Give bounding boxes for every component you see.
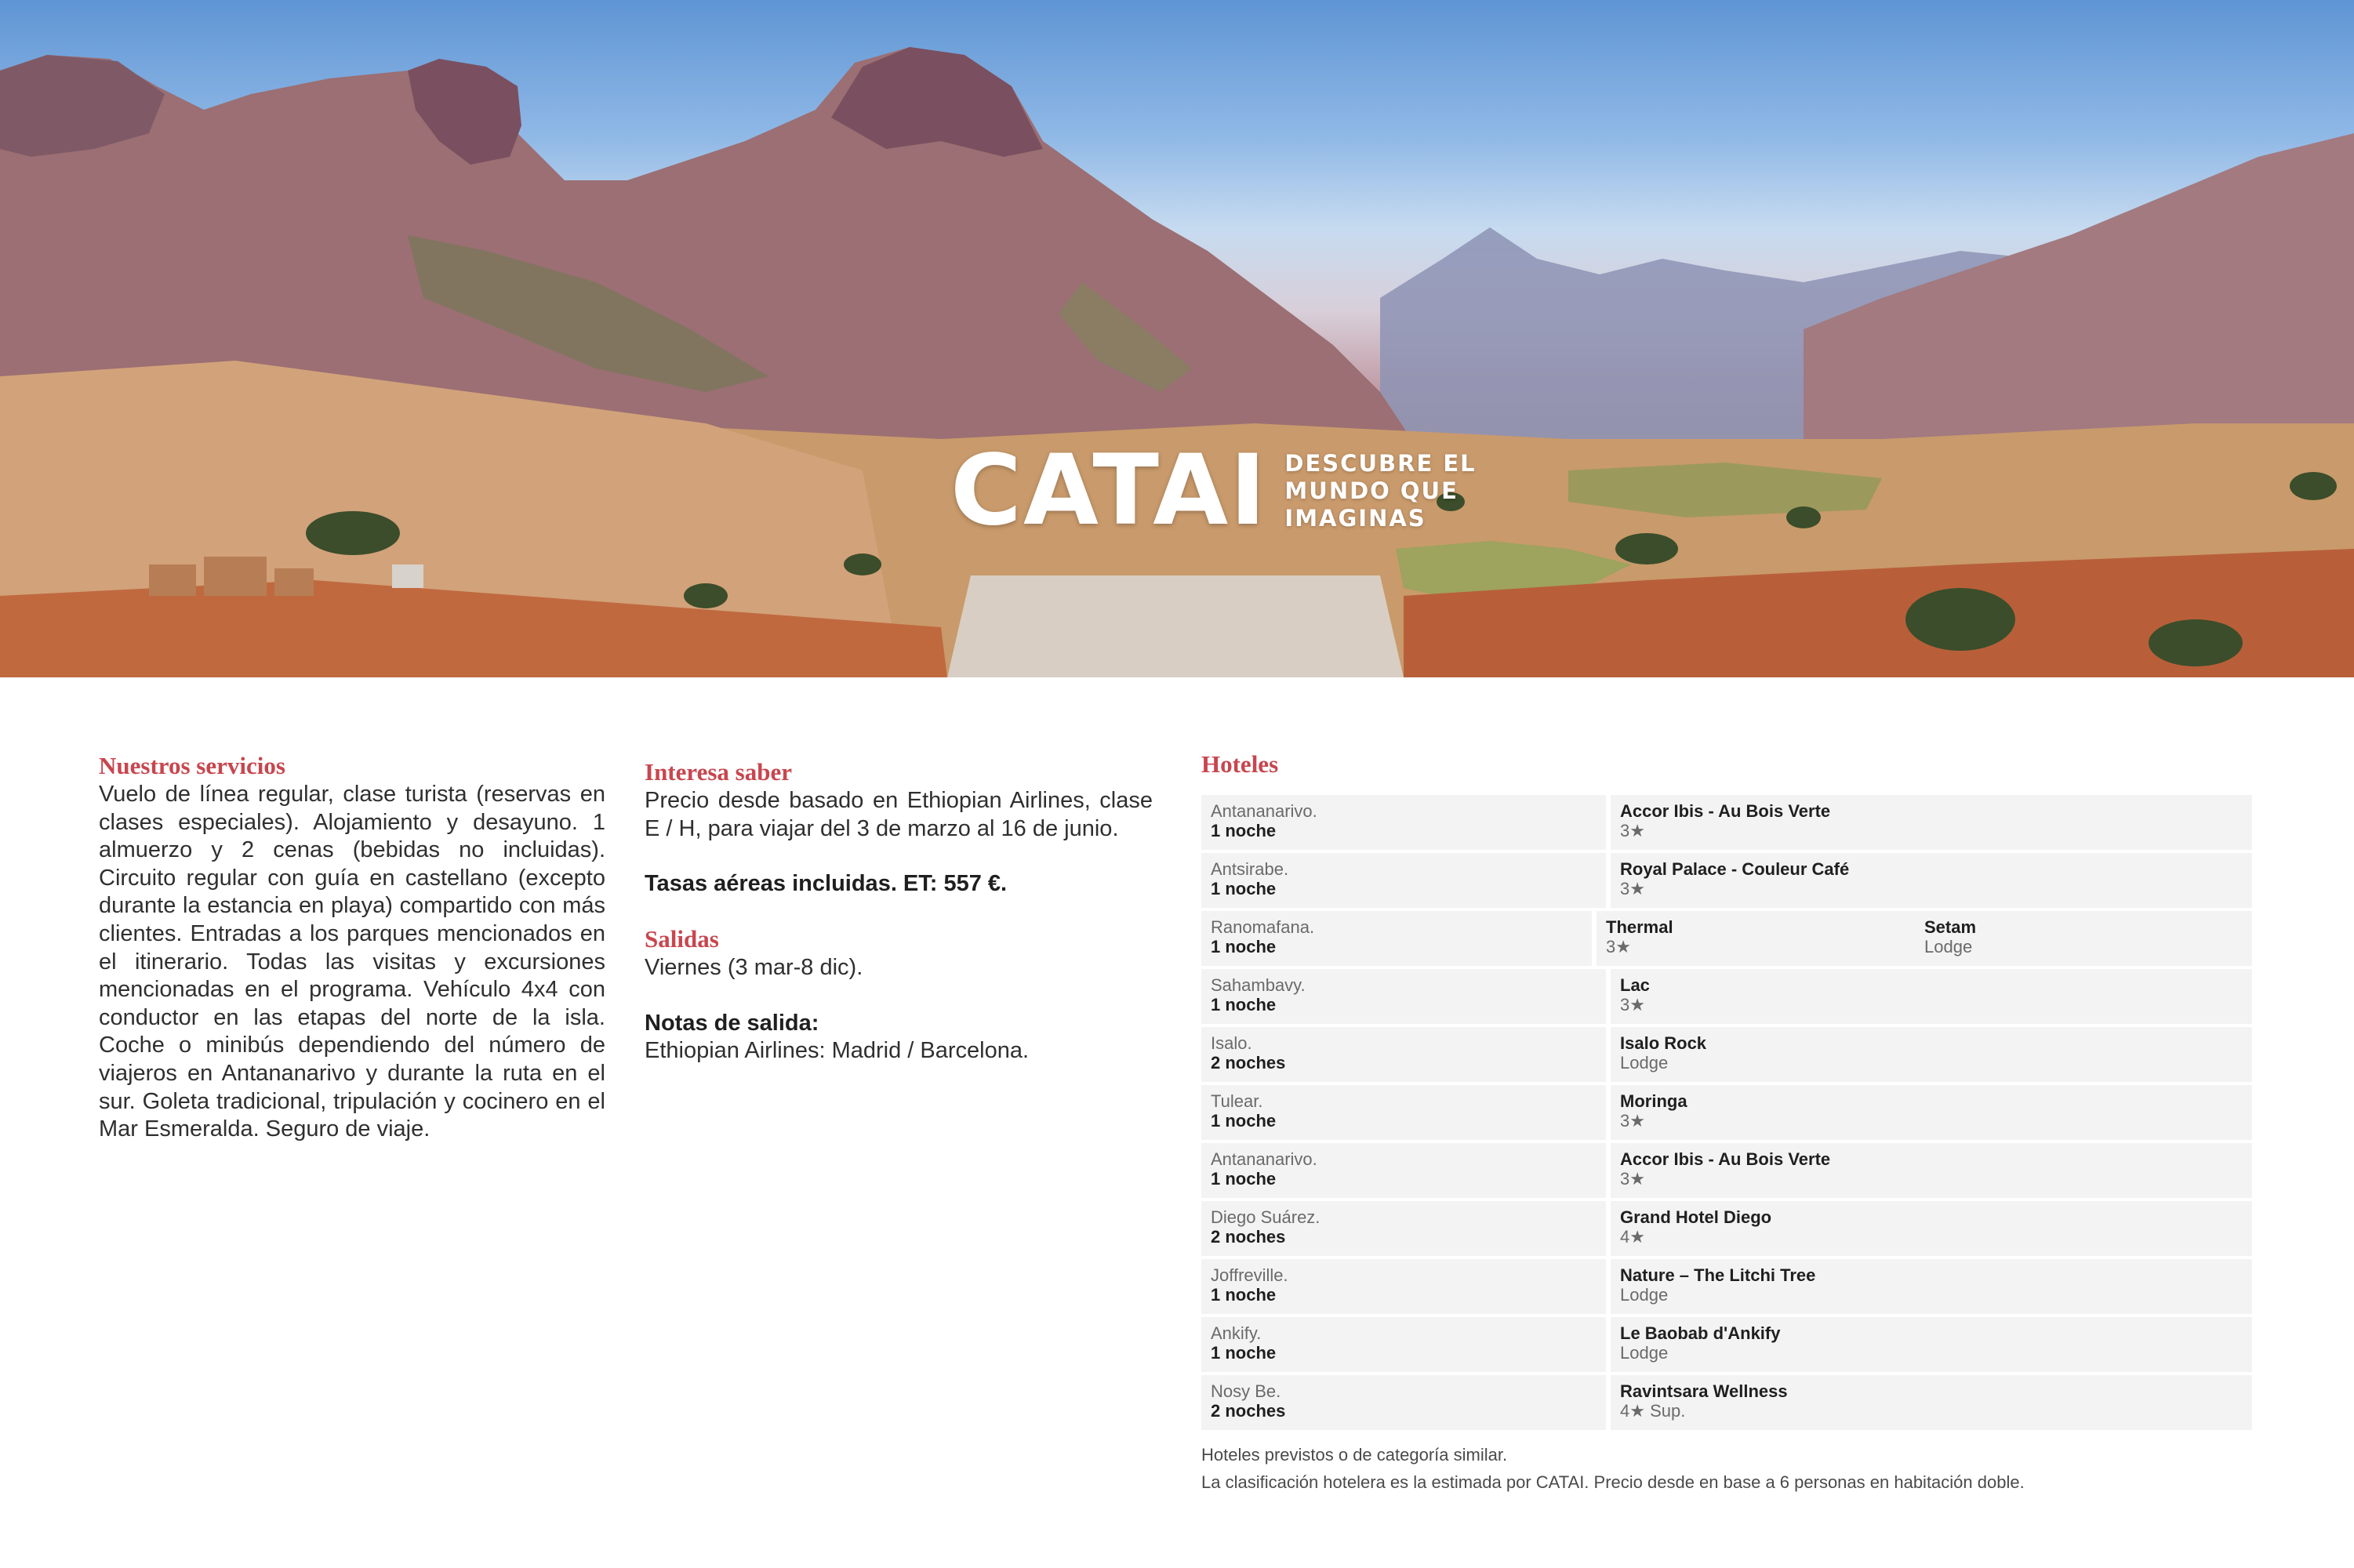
hotel-category: 3★ [1620,1169,1645,1189]
table-row [1201,1375,2252,1430]
hotel-name: Ravintsara Wellness [1620,1381,1788,1401]
hotel-category: Lodge [1620,1343,1669,1363]
servicios-title: Nuestros servicios [99,752,285,779]
hotel-name: Moringa [1620,1091,1687,1111]
hotel-name: Lac [1620,975,1650,995]
city-cell [1201,969,1606,1024]
hotel-entry [1620,1149,1938,1198]
hotel-entry [1620,859,1938,908]
interesa-text: Precio desde basado en Ethiopian Airlines, clase E / H, para viajar del 3 de marzo al 16 de junio. [645,788,1153,841]
tasas-block [645,869,1153,898]
hotel-name: Isalo Rock [1620,1033,1707,1053]
hotel-category: 3★ [1620,995,1645,1014]
city-name: Antananarivo. [1211,1149,1317,1169]
interesa-block [645,757,1153,843]
city-cell [1201,911,1592,966]
nights: 1 noche [1211,821,1277,840]
table-row [1201,1317,2252,1372]
nights: 1 noche [1211,879,1277,898]
hotel-cell [1611,1259,2252,1314]
table-row [1201,1085,2252,1140]
hotel-cell [1597,911,2252,966]
hotel-name: Accor Ibis - Au Bois Verte [1620,1149,1831,1169]
city-cell [1201,853,1606,908]
hotel-name: Setam [1924,917,1977,937]
hotel-note: La clasificación hotelera es la estimada por CATAI. Precio desde en base a 6 personas en habitación doble. [1201,1472,2025,1492]
hotel-category: 4★ Sup. [1620,1401,1686,1421]
table-row [1201,1201,2252,1256]
hotel-entry [1606,917,1924,966]
tagline-line: MUNDO QUE [1284,477,1459,504]
hotel-cell [1611,1375,2252,1430]
hotel-table [1201,795,2252,1430]
logo-tagline [1284,451,1476,532]
hotel-cell [1611,1027,2252,1082]
hero-banner [0,0,2354,677]
city-name: Sahambavy. [1211,975,1306,995]
hotel-category: 3★ [1606,937,1631,956]
city-cell [1201,1201,1606,1256]
city-name: Diego Suárez. [1211,1207,1320,1227]
city-name: Antananarivo. [1211,801,1317,821]
hotel-name: Thermal [1606,917,1673,937]
hotel-notes [1201,1441,2252,1496]
city-cell [1201,1027,1606,1082]
hotel-name: Accor Ibis - Au Bois Verte [1620,801,1831,821]
nights: 2 noches [1211,1227,1286,1247]
hotel-entry [1620,801,1938,850]
tagline-line: IMAGINAS [1284,504,1426,532]
hotel-category: Lodge [1620,1053,1669,1073]
logo-wordmark: CATAI [950,434,1268,547]
table-row [1201,1143,2252,1198]
city-cell [1201,1259,1606,1314]
city-cell [1201,795,1606,850]
city-cell [1201,1085,1606,1140]
city-cell [1201,1317,1606,1372]
hotel-entry [1620,1207,1938,1256]
hotel-name: Nature – The Litchi Tree [1620,1265,1816,1285]
servicios-text: Vuelo de línea regular, clase turista (reservas en clases especiales). Alojamiento y desayuno. 1 almuerzo y 2 cenas (bebidas no incluidas). Circuito regular con guía en castellano (excepto durante la estancia en playa) compartido con más clientes. Entradas a los parques mencionados en el itinerario. Todas las visitas y excursiones mencionadas en el programa. Vehículo 4x4 con conductor en las etapas del norte de la isla. Coche o minibús dependiendo del número de viajeros en Antananarivo y durante la ruta en el sur. Goleta tradicional, tripulación y cocinero en el Mar Esmeralda. Seguro de viaje. [99,782,605,1142]
hotel-category: 3★ [1620,1111,1645,1131]
notas-title: Notas de salida: [645,1010,819,1036]
city-name: Nosy Be. [1211,1381,1281,1401]
hotel-entry [1620,975,1938,1024]
table-row [1201,911,2252,966]
hotel-cell [1611,1201,2252,1256]
notas-block [645,1009,1153,1065]
nights: 1 noche [1211,937,1277,956]
hotel-category: 3★ [1620,821,1645,840]
nights: 1 noche [1211,1285,1277,1305]
nights: 2 noches [1211,1401,1286,1421]
info-section [645,757,1153,1091]
hotel-name: Le Baobab d'Ankify [1620,1323,1781,1343]
salidas-text: Viernes (3 mar-8 dic). [645,955,863,981]
city-name: Joffreville. [1211,1265,1288,1285]
city-name: Tulear. [1211,1091,1263,1111]
hotel-entry [1620,1033,1938,1082]
nights: 1 noche [1211,1343,1277,1363]
nights: 2 noches [1211,1053,1286,1073]
table-row [1201,969,2252,1024]
table-row [1201,853,2252,908]
salidas-title: Salidas [645,925,719,953]
hotel-entry [1924,917,2243,966]
hotel-entry [1620,1091,1938,1140]
hotel-cell [1611,1085,2252,1140]
city-cell [1201,1143,1606,1198]
hotel-note: Hoteles previstos o de categoría similar. [1201,1445,1508,1465]
hotel-category: Lodge [1924,937,1973,956]
tasas-text: Tasas aéreas incluidas. ET: 557 €. [645,871,1008,897]
hotel-cell [1611,1143,2252,1198]
hotel-cell [1611,1317,2252,1372]
hotel-category: Lodge [1620,1285,1669,1305]
hoteles-title: Hoteles [1201,750,1279,778]
hotel-name: Grand Hotel Diego [1620,1207,1772,1227]
hoteles-section [1201,750,2252,1496]
nights: 1 noche [1211,1111,1277,1131]
table-row [1201,1259,2252,1314]
hotel-category: 4★ [1620,1227,1645,1247]
hotel-cell [1611,853,2252,908]
servicios-section [99,751,605,1144]
city-name: Isalo. [1211,1033,1252,1053]
hotel-entry [1620,1265,1938,1314]
table-row [1201,795,2252,850]
nights: 1 noche [1211,1169,1277,1189]
notas-text: Ethiopian Airlines: Madrid / Barcelona. [645,1037,1030,1063]
salidas-block [645,924,1153,982]
interesa-title: Interesa saber [645,758,792,786]
city-name: Ranomafana. [1211,917,1315,937]
city-cell [1201,1375,1606,1430]
hotel-category: 3★ [1620,879,1645,898]
tagline-line: DESCUBRE EL [1284,449,1477,477]
table-row [1201,1027,2252,1082]
hotel-cell [1611,969,2252,1024]
hotel-name: Royal Palace - Couleur Café [1620,859,1850,879]
city-name: Antsirabe. [1211,859,1289,879]
hotel-entry [1620,1381,1938,1430]
nights: 1 noche [1211,995,1277,1014]
hotel-entry [1620,1323,1938,1372]
decorative-tab [947,575,1404,677]
hotel-cell [1611,795,2252,850]
city-name: Ankify. [1211,1323,1262,1343]
catai-logo [950,436,1477,546]
